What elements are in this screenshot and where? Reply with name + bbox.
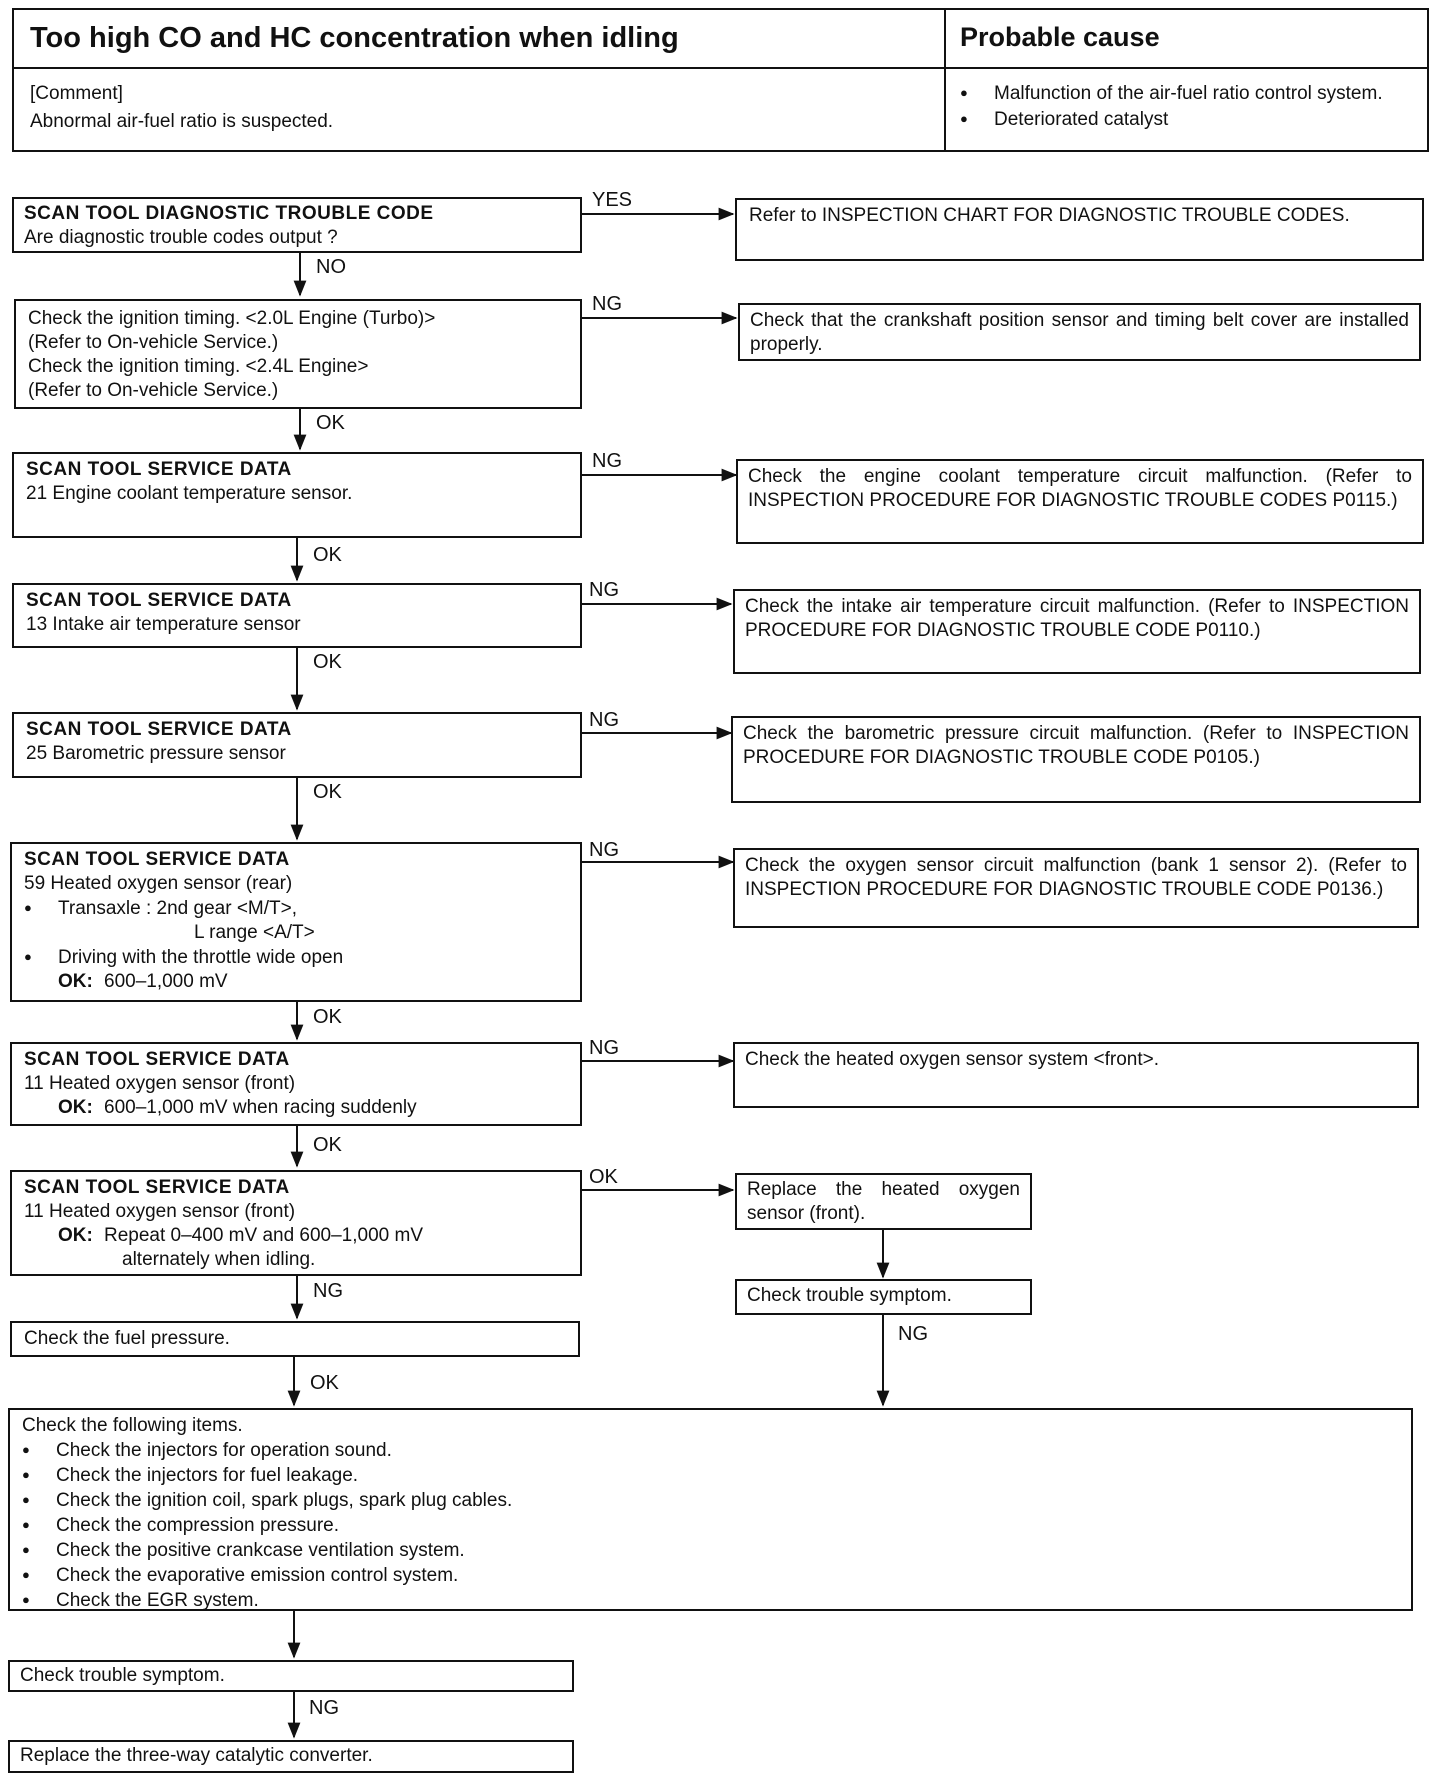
step-text: Check the ignition timing. <2.4L Engine> <box>28 356 369 377</box>
label-ng: NG <box>313 1280 343 1302</box>
label-ng: NG <box>589 579 619 601</box>
step-text: 11 Heated oxygen sensor (front) <box>24 1201 296 1222</box>
label-yes: YES <box>592 189 633 211</box>
check-item: ● Check the EGR system. <box>22 1588 1399 1611</box>
label-ng: NG <box>592 450 622 472</box>
step-title: SCAN TOOL SERVICE DATA <box>24 849 290 870</box>
result-text: Check that the crankshaft position sensor and timing belt cover are installed properly. <box>750 310 1409 355</box>
step-text: Check trouble symptom. <box>20 1665 225 1686</box>
label-ok: OK <box>313 651 342 673</box>
check-item: ● Check the compression pressure. <box>22 1513 1399 1538</box>
cause-item: ● Deteriorated catalyst <box>960 106 1383 132</box>
check-item: ● Check the positive crankcase ventilation system. <box>22 1538 1399 1563</box>
label-ok: OK <box>313 781 342 803</box>
step-text: 11 Heated oxygen sensor (front) <box>24 1073 296 1094</box>
result-text: Check the barometric pressure circuit malfunction. (Refer to INSPECTION PROCEDURE FOR DIAGNOSTIC TROUBLE CODE P0105.) <box>743 723 1409 768</box>
result-refer-dtc-chart <box>735 198 1424 261</box>
step-text: (Refer to On-vehicle Service.) <box>28 332 279 353</box>
result-text: Check the oxygen sensor circuit malfunction (bank 1 sensor 2). (Refer to INSPECTION PROCEDURE FOR DIAGNOSTIC TROUBLE CODE P0136.) <box>745 855 1407 900</box>
label-ng: NG <box>589 839 619 861</box>
result-text: Refer to INSPECTION CHART FOR DIAGNOSTIC TROUBLE CODES. <box>749 205 1350 226</box>
ok-label: OK: <box>58 1097 93 1118</box>
step-title: SCAN TOOL SERVICE DATA <box>24 1049 290 1070</box>
ok-value-cont: alternately when idling. <box>122 1249 316 1270</box>
result-replace-front-o2 <box>735 1173 1032 1230</box>
result-text: Replace the heated oxygen sensor (front). <box>747 1179 1020 1224</box>
label-ng: NG <box>898 1323 928 1345</box>
result-text: Check the intake air temperature circuit malfunction. (Refer to INSPECTION PROCEDURE FOR DIAGNOSTIC TROUBLE CODE P0110.) <box>745 596 1409 641</box>
ok-label: OK: <box>58 1225 93 1246</box>
label-ok: OK <box>310 1372 339 1394</box>
check-item: ● Check the injectors for fuel leakage. <box>22 1463 1399 1488</box>
label-ng: NG <box>589 709 619 731</box>
step-ignition-timing <box>14 299 582 409</box>
label-ok: OK <box>313 544 342 566</box>
step-barometric-pressure <box>12 712 582 778</box>
label-ok: OK <box>313 1006 342 1028</box>
page-title: Too high CO and HC concentration when idling <box>30 22 679 54</box>
step-check-items <box>8 1408 1413 1611</box>
cause-item: ● Malfunction of the air-fuel ratio control system. <box>960 80 1383 106</box>
step-heated-o2-rear <box>10 842 582 1002</box>
step-coolant-temp <box>12 452 582 538</box>
step-title: SCAN TOOL SERVICE DATA <box>26 719 292 740</box>
label-ok: OK <box>316 412 345 434</box>
step-title: SCAN TOOL DIAGNOSTIC TROUBLE CODE <box>24 203 434 224</box>
step-replace-catalytic-converter <box>8 1740 574 1773</box>
probable-cause-title: Probable cause <box>960 22 1160 52</box>
step-text: 13 Intake air temperature sensor <box>26 614 301 635</box>
result-coolant-circuit <box>736 459 1424 544</box>
step-intake-air-temp <box>12 583 582 648</box>
result-intake-air-circuit <box>733 589 1421 674</box>
step-text: Check the fuel pressure. <box>24 1328 230 1349</box>
step-heated-o2-front-idle <box>10 1170 582 1276</box>
step-text: Check trouble symptom. <box>747 1285 952 1306</box>
step-heated-o2-front-racing <box>10 1042 582 1126</box>
label-ng: NG <box>589 1037 619 1059</box>
label-no: NO <box>316 256 346 278</box>
result-text: Check the engine coolant temperature circuit malfunction. (Refer to INSPECTION PROCEDURE FOR DIAGNOSTIC TROUBLE CODES P0115.) <box>748 466 1412 511</box>
step-title: SCAN TOOL SERVICE DATA <box>26 459 292 480</box>
result-front-o2-system <box>733 1042 1419 1108</box>
step-title: SCAN TOOL SERVICE DATA <box>24 1177 290 1198</box>
condition-item-cont: L range <A/T> <box>194 922 315 943</box>
result-crankshaft-sensor <box>738 303 1421 361</box>
step-text: Check the following items. <box>22 1415 243 1436</box>
condition-item: ● Transaxle : 2nd gear <M/T>, <box>24 896 568 921</box>
step-text: (Refer to On-vehicle Service.) <box>28 380 279 401</box>
step-text: 25 Barometric pressure sensor <box>26 743 286 764</box>
step-text: Check the ignition timing. <2.0L Engine (Turbo)> <box>28 308 436 329</box>
step-text: Replace the three-way catalytic converter. <box>20 1745 373 1766</box>
comment-label: [Comment] <box>30 83 123 104</box>
result-text: Check the heated oxygen sensor system <front>. <box>745 1049 1160 1070</box>
ok-value: Repeat 0–400 mV and 600–1,000 mV <box>104 1225 424 1246</box>
label-ng: NG <box>592 293 622 315</box>
step-text: Are diagnostic trouble codes output ? <box>24 227 338 248</box>
ok-value: 600–1,000 mV <box>104 971 228 992</box>
check-item: ● Check the injectors for operation sound. <box>22 1438 1399 1463</box>
label-ng: NG <box>309 1697 339 1719</box>
ok-label: OK: <box>58 971 93 992</box>
result-o2-circuit <box>733 848 1419 928</box>
condition-item: ● Driving with the throttle wide open <box>24 945 568 970</box>
result-barometric-circuit <box>731 716 1421 803</box>
label-ok: OK <box>313 1134 342 1156</box>
step-check-symptom-right <box>735 1279 1032 1315</box>
step-title: SCAN TOOL SERVICE DATA <box>26 590 292 611</box>
step-text: 21 Engine coolant temperature sensor. <box>26 483 353 504</box>
check-item: ● Check the evaporative emission control system. <box>22 1563 1399 1588</box>
check-item: ● Check the ignition coil, spark plugs, spark plug cables. <box>22 1488 1399 1513</box>
step-text: 59 Heated oxygen sensor (rear) <box>24 873 293 894</box>
label-ok: OK <box>589 1166 618 1188</box>
ok-value: 600–1,000 mV when racing suddenly <box>104 1097 417 1118</box>
step-check-symptom <box>8 1660 574 1692</box>
step-dtc-check <box>12 197 582 253</box>
step-fuel-pressure <box>10 1321 580 1357</box>
comment-text: Abnormal air-fuel ratio is suspected. <box>30 111 334 132</box>
